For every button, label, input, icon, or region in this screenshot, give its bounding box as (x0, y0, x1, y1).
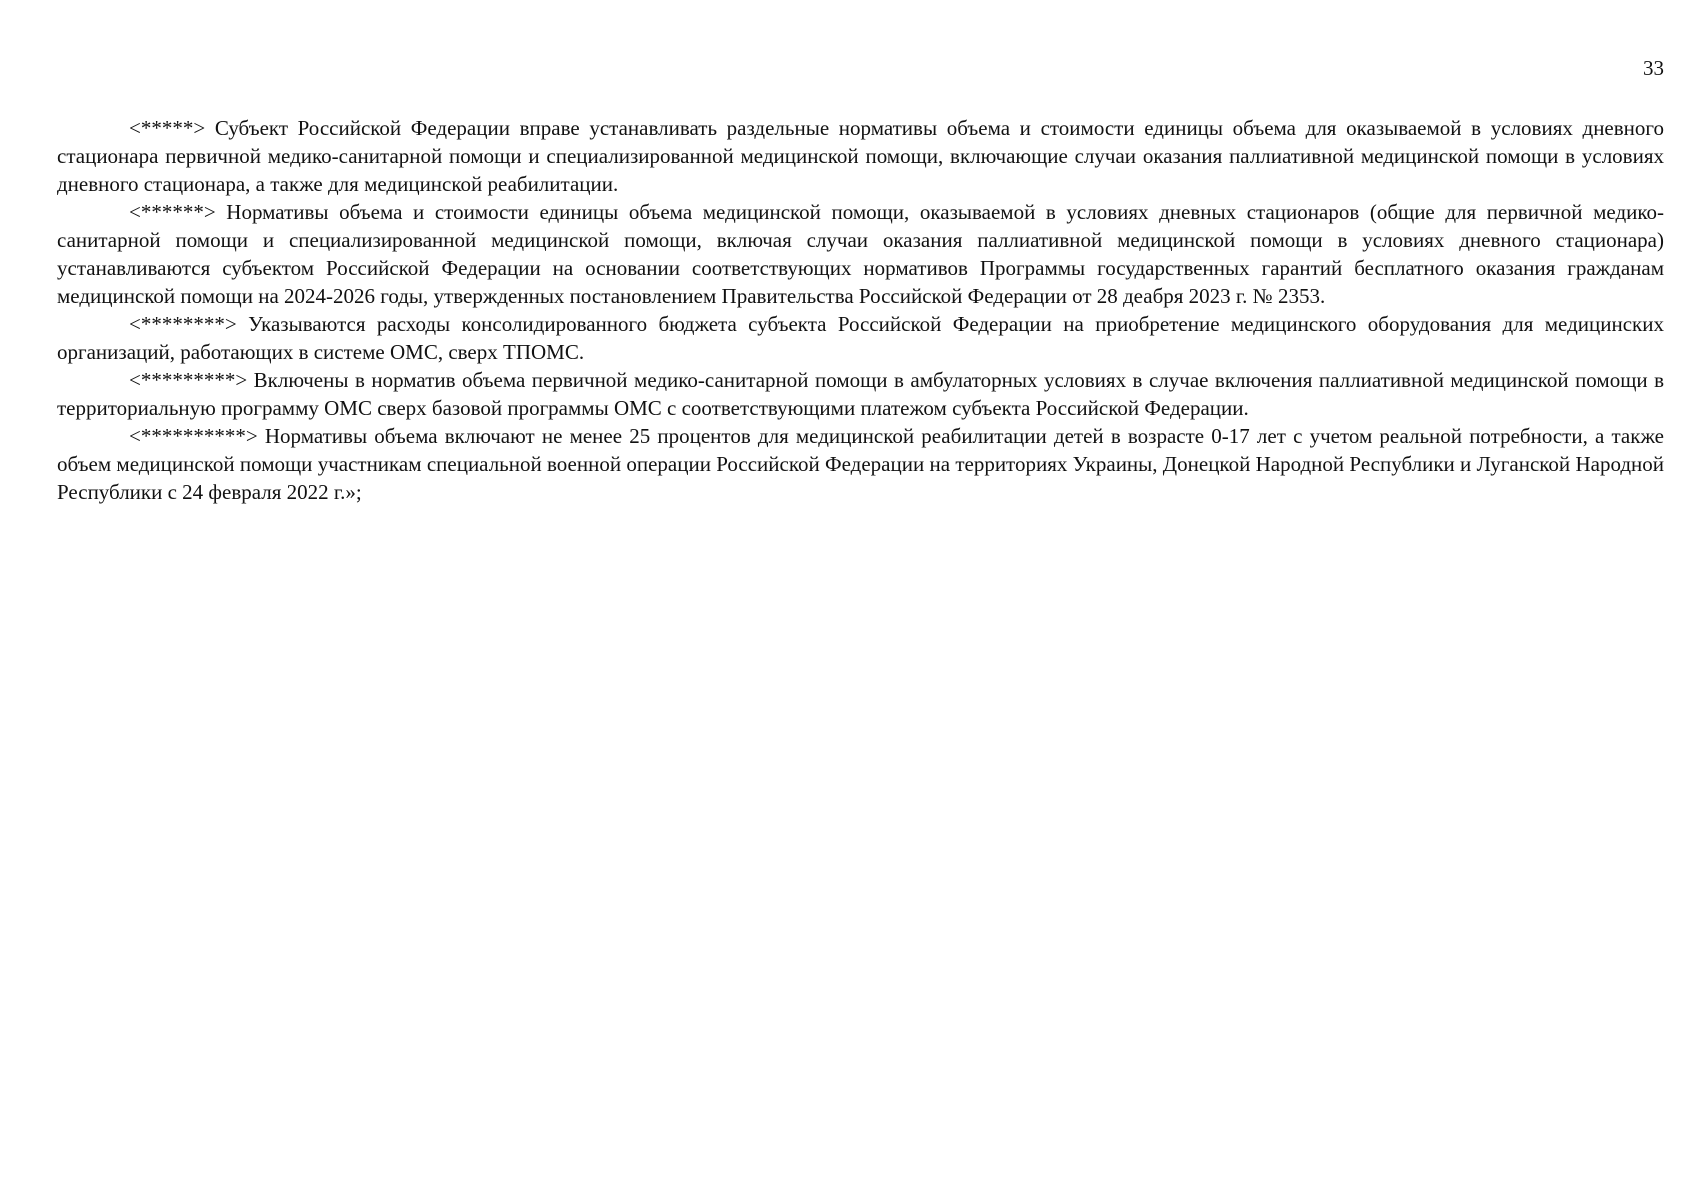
footnote-marker: <********> (129, 312, 237, 336)
footnote-marker: <******> (129, 200, 216, 224)
page-number: 33 (1643, 56, 1664, 80)
footnote (57, 422, 1664, 506)
footnote-text: Нормативы объема включают не менее 25 процентов для медицинской реабилитации детей в возрасте 0-17 лет с учетом реальной потребности, а также объем медицинской помощи участникам специальной военной операции Российской Федерации на территориях Украины, Донецкой Народной Республики и Луганской Народной Республики с 24 февраля 2022 г.»; (57, 424, 1665, 504)
footnote-marker: <**********> (129, 424, 258, 448)
footnote-text: Нормативы объема и стоимости единицы объема медицинской помощи, оказываемой в условиях дневных стационаров (общие для первичной медико-санитарной помощи и специализированной медицинской помощи, включая случаи оказания паллиативной медицинской помощи в условиях дневного стационара) устанавливаются субъектом Российской Федерации на основании соответствующих нормативов Программы государственных гарантий бесплатного оказания гражданам медицинской помощи на 2024-2026 годы, утвержденных постановлением Правительства Российской Федерации от 28 деабря 2023 г. № 2353. (57, 200, 1665, 308)
footnote-text: Включены в норматив объема первичной медико-санитарной помощи в амбулаторных условиях в случае включения паллиативной медицинской помощи в территориальную программу ОМС сверх базовой программы ОМС с соответствующими платежом субъекта Российской Федерации. (57, 368, 1665, 420)
footnote (57, 114, 1664, 198)
footnote-marker: <*********> (129, 368, 248, 392)
footnote-marker: <*****> (129, 116, 206, 140)
footnote-text: Субъект Российской Федерации вправе устанавливать раздельные нормативы объема и стоимости единицы объема для оказываемой в условиях дневного стационара первичной медико-санитарной помощи и специализированной медицинской помощи, включающие случаи оказания паллиативной медицинской помощи в условиях дневного стационара, а также для медицинской реабилитации. (57, 116, 1665, 196)
footnote (57, 366, 1664, 422)
footnote (57, 198, 1664, 310)
footnote (57, 310, 1664, 366)
footnote-text: Указываются расходы консолидированного бюджета субъекта Российской Федерации на приобретение медицинского оборудования для медицинских организаций, работающих в системе ОМС, сверх ТПОМС. (57, 312, 1664, 364)
footnotes-section (57, 114, 1664, 506)
